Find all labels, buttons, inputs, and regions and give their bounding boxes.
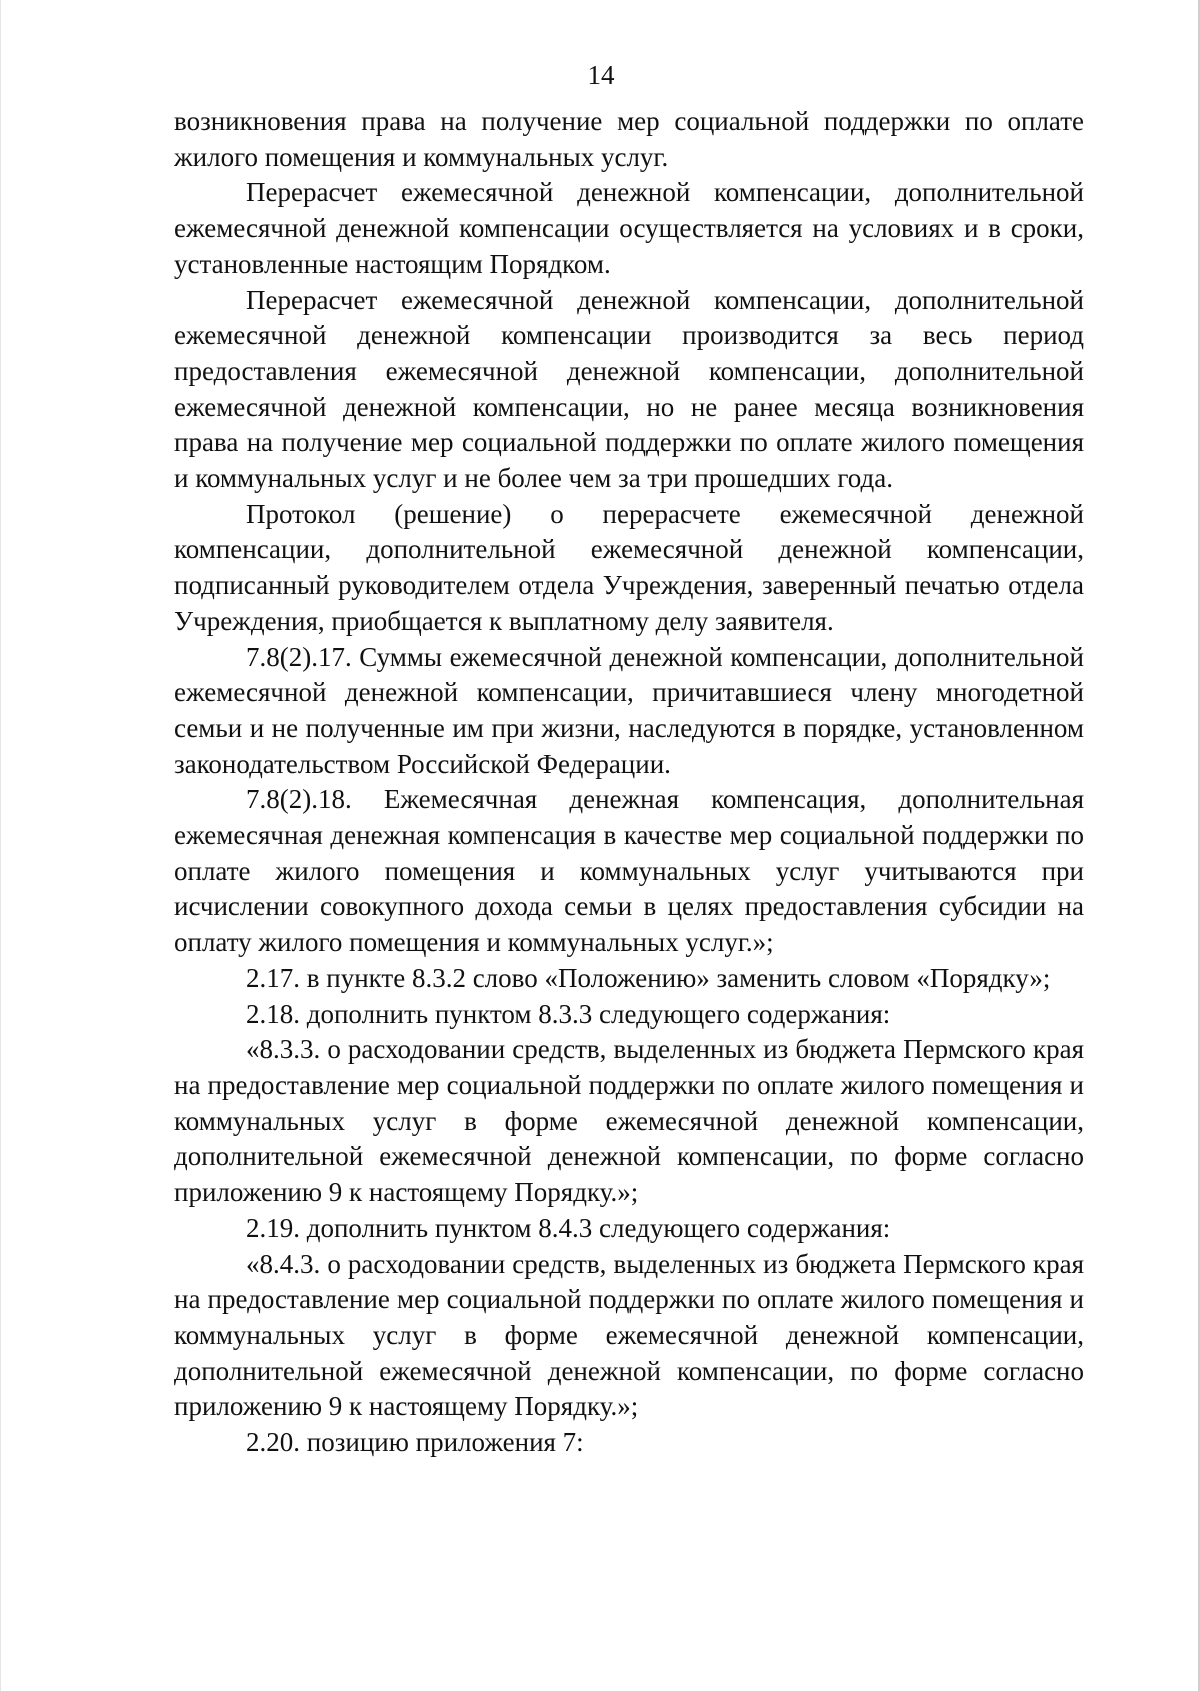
paragraph-2-20: 2.20. позицию приложения 7: (246, 1427, 584, 1458)
paragraph-7-8-2-17: 7.8(2).17. Суммы ежемесячной денежной компенсации, дополнительной ежемесячной денежной компенсации, причитавшиеся члену многодетной семьи и не полученные им при жизни, наследуются в порядке, установленном законодательством Российской Федерации. (174, 641, 1084, 779)
paragraph-8-3-3: «8.3.3. о расходовании средств, выделенных из бюджета Пермского края на предоставление мер социальной поддержки по оплате жилого помещения и коммунальных услуг в форме ежемесячной денежной компенсации, дополнительной ежемесячной денежной компенсации, по форме согласно приложению 9 к настоящему Порядку.»; (174, 1034, 1084, 1208)
paragraph-2-17: 2.17. в пункте 8.3.2 слово «Положению» заменить словом «Порядку»; (246, 962, 1051, 993)
paragraph-continuation: возникновения права на получение мер социальной поддержки по оплате жилого помещения и коммунальных услуг. (174, 106, 1084, 172)
paragraph-recalculation-terms: Перерасчет ежемесячной денежной компенсации, дополнительной ежемесячной денежной компенсации осуществляется на условиях и в сроки, установленные настоящим Порядком. (174, 177, 1084, 279)
document-body (174, 104, 1084, 1461)
page-number: 14 (587, 60, 615, 90)
paragraph-8-4-3: «8.4.3. о расходовании средств, выделенных из бюджета Пермского края на предоставление мер социальной поддержки по оплате жилого помещения и коммунальных услуг в форме ежемесячной денежной компенсации, дополнительной ежемесячной денежной компенсации, по форме согласно приложению 9 к настоящему Порядку.»; (174, 1248, 1084, 1422)
paragraph-2-19: 2.19. дополнить пунктом 8.4.3 следующего содержания: (246, 1212, 891, 1243)
paragraph-protocol: Протокол (решение) о перерасчете ежемесячной денежной компенсации, дополнительной ежемесячной денежной компенсации, подписанный руководителем отдела Учреждения, заверенный печатью отдела Учреждения, приобщается к выплатному делу заявителя. (174, 498, 1084, 636)
paragraph-7-8-2-18: 7.8(2).18. Ежемесячная денежная компенсация, дополнительная ежемесячная денежная компенсация в качестве мер социальной поддержки по оплате жилого помещения и коммунальных услуг учитываются при исчислении совокупного дохода семьи в целях предоставления субсидии на оплату жилого помещения и коммунальных услуг.»; (174, 784, 1084, 958)
paragraph-recalculation-period: Перерасчет ежемесячной денежной компенсации, дополнительной ежемесячной денежной компенсации производится за весь период предоставления ежемесячной денежной компенсации, дополнительной ежемесячной денежной компенсации, но не ранее месяца возникновения права на получение мер социальной поддержки по оплате жилого помещения и коммунальных услуг и не более чем за три прошедших года. (174, 284, 1084, 494)
paragraph-2-18: 2.18. дополнить пунктом 8.3.3 следующего содержания: (246, 998, 891, 1029)
